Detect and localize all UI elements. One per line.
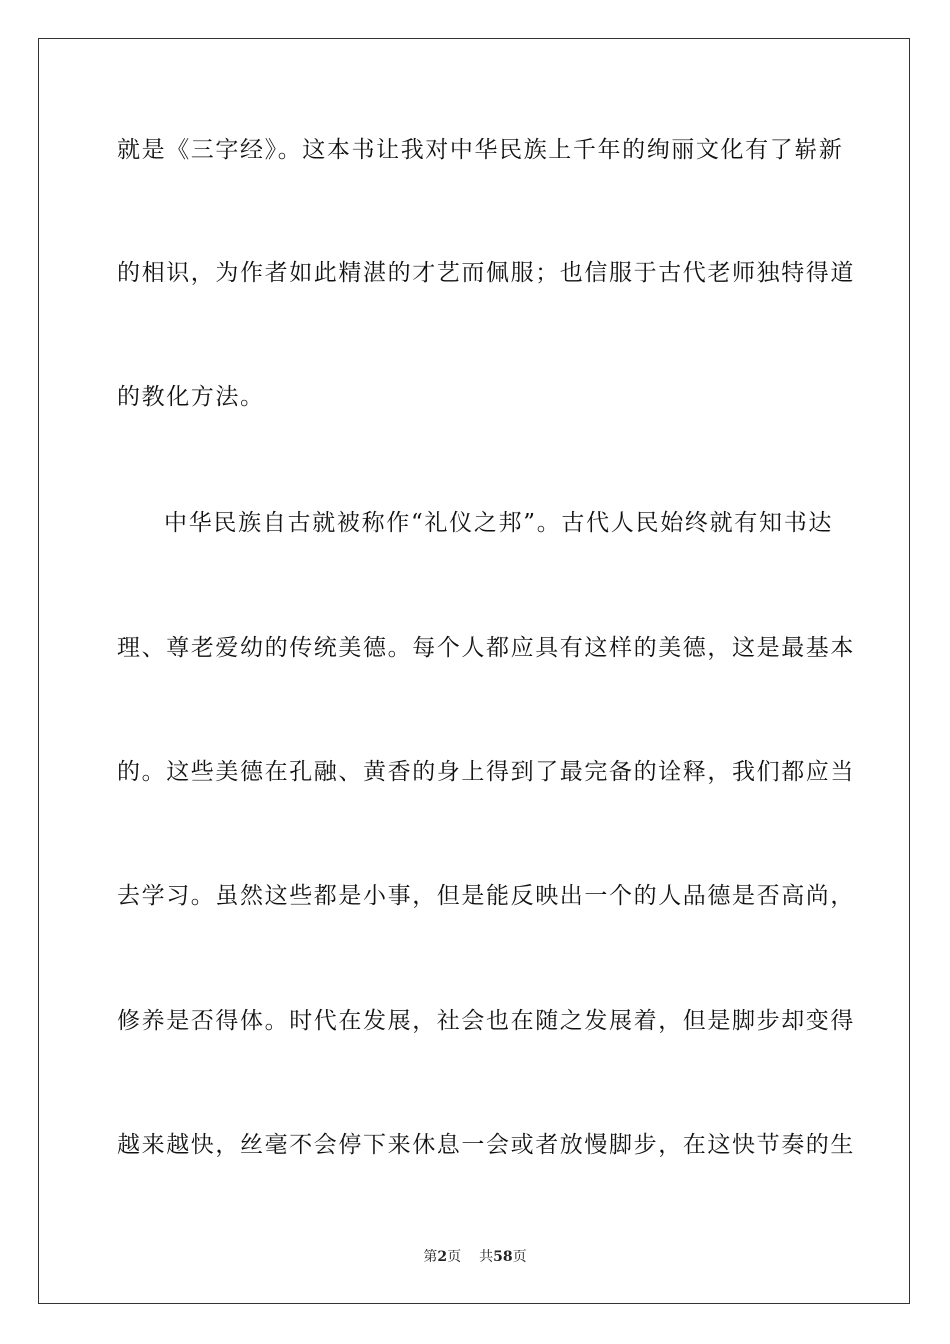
page-border: [38, 38, 910, 1304]
page-footer: [0, 1248, 950, 1266]
text-line-5: 理、尊老爱幼的传统美德。每个人都应具有这样的美德，这是最基本: [117, 635, 855, 661]
page-suffix: 页: [447, 1249, 462, 1265]
total-suffix: 页: [512, 1249, 527, 1265]
text-line-2: 的相识，为作者如此精湛的才艺而佩服；也信服于古代老师独特得道: [117, 260, 855, 286]
text-line-9: 越来越快，丝毫不会停下来休息一会或者放慢脚步，在这快节奏的生: [117, 1132, 855, 1158]
total-pages: 58: [493, 1249, 513, 1265]
text-line-8: 修养是否得体。时代在发展，社会也在随之发展着，但是脚步却变得: [117, 1008, 855, 1034]
text-line-6: 的。这些美德在孔融、黄香的身上得到了最完备的诠释，我们都应当: [117, 759, 855, 785]
text-line-4: 中华民族自古就被称作“礼仪之邦”。古代人民始终就有知书达: [164, 510, 833, 536]
page-number: 2: [437, 1249, 448, 1265]
text-line-7: 去学习。虽然这些都是小事，但是能反映出一个的人品德是否高尚，: [117, 883, 855, 909]
total-prefix: 共: [479, 1249, 494, 1265]
page-prefix: 第: [423, 1249, 438, 1265]
text-line-3: 的教化方法。: [117, 384, 265, 410]
text-line-1: 就是《三字经》。这本书让我对中华民族上千年的绚丽文化有了崭新: [117, 137, 844, 163]
